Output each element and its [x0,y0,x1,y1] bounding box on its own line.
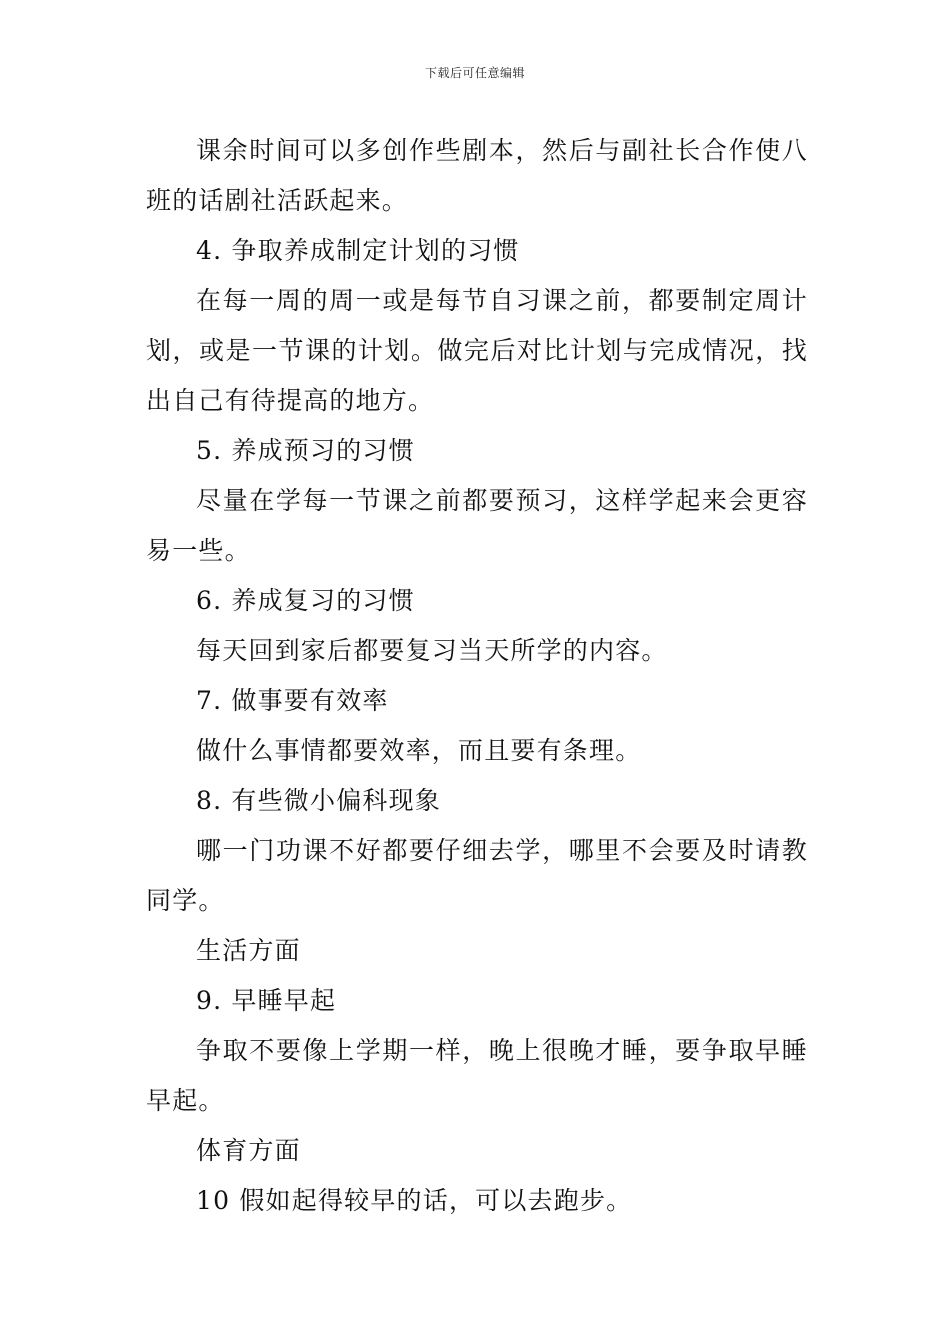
heading-item-4: 4. 争取养成制定计划的习惯 [196,236,520,265]
page-header: 下载后可任意编辑 [424,66,525,80]
paragraph-item-10-running: 10 假如起得较早的话，可以去跑步。 [196,1186,633,1215]
paragraph-script-writing: 课余时间可以多创作些剧本，然后与副社长合作使八班的话剧社活跃起来。 [146,136,808,215]
section-heading-life: 生活方面 [196,936,301,965]
heading-item-8: 8. 有些微小偏科现象 [196,786,442,815]
section-heading-sports: 体育方面 [196,1136,301,1165]
heading-item-9: 9. 早睡早起 [196,986,337,1015]
paragraph-sleep: 争取不要像上学期一样，晚上很晚才睡，要争取早睡早起。 [146,1036,808,1115]
paragraph-preview: 尽量在学每一节课之前都要预习，这样学起来会更容易一些。 [146,486,808,565]
heading-item-5: 5. 养成预习的习惯 [196,436,415,465]
paragraph-weekly-plan: 在每一周的周一或是每节自习课之前，都要制定周计划，或是一节课的计划。做完后对比计划与完成情况，找出自己有待提高的地方。 [146,286,808,415]
document-body [146,126,808,1226]
paragraph-efficiency: 做什么事情都要效率，而且要有条理。 [196,736,642,765]
heading-item-6: 6. 养成复习的习惯 [196,586,415,615]
heading-item-7: 7. 做事要有效率 [196,686,389,715]
paragraph-review: 每天回到家后都要复习当天所学的内容。 [196,636,668,665]
paragraph-weak-subjects: 哪一门功课不好都要仔细去学，哪里不会要及时请教同学。 [146,836,808,915]
